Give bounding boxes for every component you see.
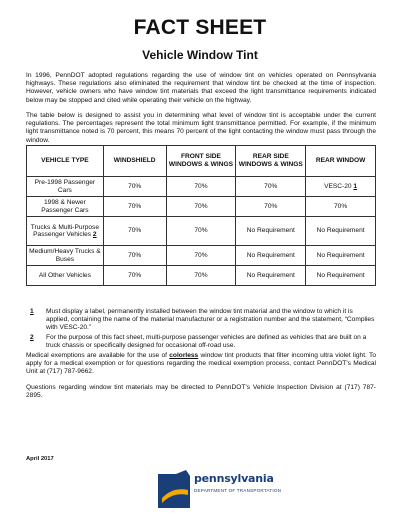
header-front-side: FRONT SIDE WINDOWS & WINGS bbox=[166, 146, 236, 177]
cell-front-side: 70% bbox=[166, 197, 236, 217]
footnote-link-2[interactable]: 2 bbox=[92, 231, 97, 238]
table-header-row bbox=[27, 146, 376, 177]
footnote-text: Must display a label, permanently installed between the window tint material and the window to which it is applied, containing the name of the material manufacturer or a registration number and the statement, “Complies with VESC-20.” bbox=[46, 308, 375, 332]
header-vehicle-type: VEHICLE TYPE bbox=[27, 146, 104, 177]
cell-front-side: 70% bbox=[166, 217, 236, 246]
cell-front-side: 70% bbox=[166, 177, 236, 197]
keystone-shape bbox=[158, 470, 190, 508]
cell-windshield: 70% bbox=[103, 197, 166, 217]
cell-rear-window: No Requirement bbox=[306, 217, 376, 246]
cell-rear-side: No Requirement bbox=[236, 217, 306, 246]
cell-front-side: 70% bbox=[166, 246, 236, 266]
page-title: FACT SHEET bbox=[133, 16, 267, 39]
cell-vehicle-type: Medium/Heavy Trucks & Buses bbox=[27, 246, 104, 266]
cell-rear-window: No Requirement bbox=[306, 266, 376, 286]
footnote-link-1[interactable]: 1 bbox=[353, 182, 358, 190]
cell-rear-side: No Requirement bbox=[236, 246, 306, 266]
intro-paragraph: In 1996, PennDOT adopted regulations regarding the use of window tint on vehicles operated on Pennsylvania highways. These regulations also eliminated the requirement that window tint be checked at the time of inspection. However, vehicle owners who have window tint materials that exceed the light transmittance requirements indicated below may be stopped and cited while operating their vehicle on the highway. bbox=[26, 72, 376, 104]
tint-requirements-table bbox=[26, 145, 376, 286]
cell-rear-window: No Requirement bbox=[306, 246, 376, 266]
footnote-number: 2 bbox=[30, 334, 34, 341]
header-windshield: WINDSHIELD bbox=[103, 146, 166, 177]
header-rear-window: REAR WINDOW bbox=[306, 146, 376, 177]
footnote-text: For the purpose of this fact sheet, multi-purpose passenger vehicles are defined as vehicles that are built on a truck chassis or specifically designed for occasional off-road use. bbox=[46, 334, 367, 350]
vehicle-type-label: Trucks & Multi-Purpose Passenger Vehicles bbox=[30, 223, 100, 238]
cell-windshield: 70% bbox=[103, 246, 166, 266]
medical-text-before: Medical exemptions are available for the use of bbox=[26, 352, 170, 359]
cell-rear-window bbox=[306, 177, 376, 197]
medical-exemption-paragraph bbox=[26, 352, 376, 377]
cell-rear-window: 70% bbox=[306, 197, 376, 217]
cell-vehicle-type bbox=[27, 217, 104, 246]
table-row bbox=[27, 177, 376, 197]
table-row bbox=[27, 246, 376, 266]
medical-text-after: window tint products that filter incoming ultra violet light. To apply for a medical exemption or for questions regarding the medical exemption process, contact PennDOT’s Medical Unit at (717) 787-9662. bbox=[26, 352, 376, 376]
cell-rear-side: No Requirement bbox=[236, 266, 306, 286]
colorless-emphasis: colorless bbox=[169, 352, 199, 359]
table-intro-paragraph: The table below is designed to assist you in determining what level of window tint is acceptable under the current regulations. The percentages represent the total minimum light transmittance permitted. For example, if the minimum light transmittance noted is 70 percent, this means 70 percent of the light contacting the window must pass through the window. bbox=[26, 112, 376, 144]
cell-vehicle-type: All Other Vehicles bbox=[27, 266, 104, 286]
publication-date: April 2017 bbox=[26, 456, 54, 462]
questions-paragraph: Questions regarding window tint materials may be directed to PennDOT’s Vehicle Inspection Division at (717) 787-2895. bbox=[26, 384, 376, 400]
cell-vehicle-type: 1998 & Newer Passenger Cars bbox=[27, 197, 104, 217]
table-row bbox=[27, 266, 376, 286]
cell-windshield: 70% bbox=[103, 266, 166, 286]
header-rear-side: REAR SIDE WINDOWS & WINGS bbox=[236, 146, 306, 177]
cell-vehicle-type: Pre-1998 Passenger Cars bbox=[27, 177, 104, 197]
footnote-number: 1 bbox=[30, 308, 34, 315]
cell-rear-side: 70% bbox=[236, 197, 306, 217]
cell-rear-side: 70% bbox=[236, 177, 306, 197]
cell-windshield: 70% bbox=[103, 177, 166, 197]
page-subtitle: Vehicle Window Tint bbox=[142, 48, 258, 62]
table-row bbox=[27, 197, 376, 217]
cell-front-side: 70% bbox=[166, 266, 236, 286]
table-row bbox=[27, 217, 376, 246]
rear-window-value: VESC-20 bbox=[324, 182, 352, 190]
cell-windshield: 70% bbox=[103, 217, 166, 246]
logo-wordmark: pennsylvania bbox=[194, 472, 274, 485]
logo-department: DEPARTMENT OF TRANSPORTATION bbox=[194, 488, 282, 493]
